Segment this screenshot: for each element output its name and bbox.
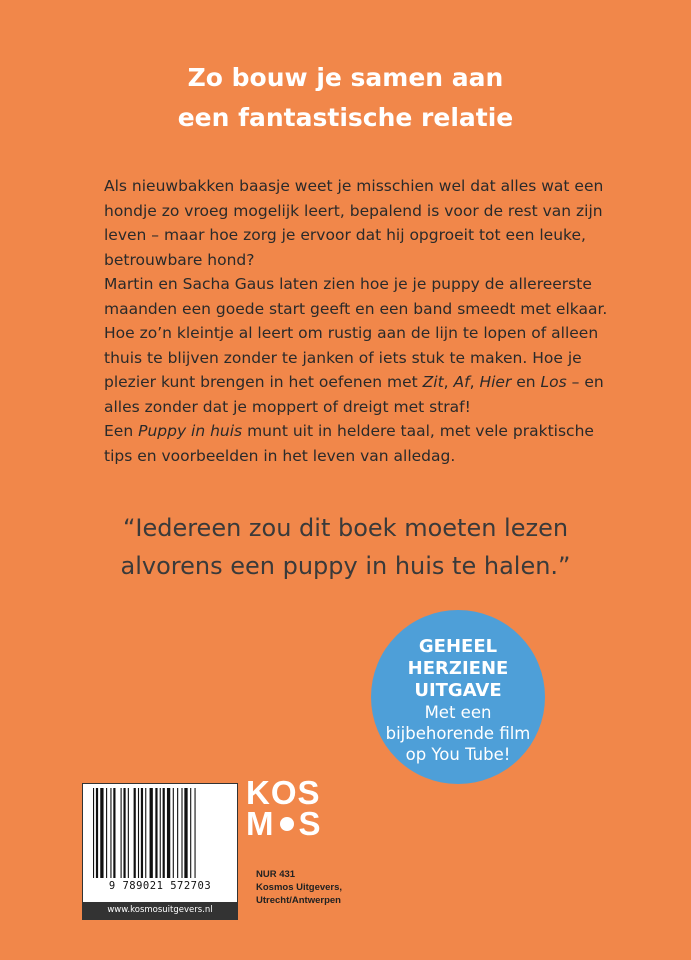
blurb-paragraph-1: Als nieuwbakken baasje weet je misschien wel dat alles wat een hondje zo vroeg mogelijk leert, bepalend is voor de rest van zijn leven – maar hoe zorg je ervoor dat hij opgroeit tot een leuke, betrouwbare hond? <box>104 177 604 269</box>
quote-line-1: “Iedereen zou dit boek moeten lezen <box>122 514 569 542</box>
blurb-paragraph-2 <box>104 272 624 419</box>
publisher-city: Utrecht/Antwerpen <box>256 895 341 906</box>
command-af: Af <box>453 373 470 391</box>
command-los: Los <box>540 373 567 391</box>
imprint <box>256 868 342 907</box>
nur-code: NUR 431 <box>256 869 296 880</box>
badge-line-6: op You Tube! <box>405 745 511 764</box>
logo-top: KOS <box>246 774 321 811</box>
separator: , <box>469 373 480 391</box>
edition-badge <box>371 610 545 784</box>
separator: , <box>443 373 454 391</box>
badge-line-5: bijbehorende film <box>385 724 531 743</box>
publisher-url: www.kosmosuitgevers.nl <box>83 902 237 919</box>
blurb-text: – en alles zonder dat je moppert of dreigt met straf! <box>104 373 604 416</box>
badge-line-4: Met een <box>424 703 492 722</box>
quote-line-2: alvorens een puppy in huis te halen.” <box>120 552 571 580</box>
badge-line-1: GEHEEL <box>418 636 498 657</box>
heading-line-2: een fantastische relatie <box>177 103 514 132</box>
command-hier: Hier <box>479 373 512 391</box>
separator: en <box>511 373 541 391</box>
blurb-paragraph-3 <box>104 419 624 468</box>
blurb-text: Een <box>104 422 139 440</box>
logo-dot-icon <box>280 817 294 831</box>
pull-quote <box>0 509 691 585</box>
publisher-name: Kosmos Uitgevers, <box>256 882 343 893</box>
barcode-bars <box>87 788 233 878</box>
blurb-text: Martin en Sacha Gaus laten zien hoe je je puppy de allereerste maanden een goede start geeft en een band smeedt met elkaar. Hoe zo’n kleintje al leert om rustig aan de lijn te lopen of alleen thuis te blijven zonder te janken of iets stuk te maken. Hoe je plezier kunt brengen in het oefenen met <box>104 275 608 391</box>
kosmos-logo <box>246 774 322 842</box>
badge-line-2: HERZIENE <box>407 658 509 679</box>
command-zit: Zit <box>422 373 444 391</box>
badge-line-3: UITGAVE <box>414 680 502 701</box>
back-cover-heading <box>0 58 691 138</box>
blurb-text: munt uit in heldere taal, met vele praktische tips en voorbeelden in het leven van alledag. <box>104 422 594 465</box>
heading-line-1: Zo bouw je samen aan <box>187 63 504 92</box>
logo-bottom: M S <box>246 805 322 842</box>
isbn-number: 9 789021 572703 <box>108 880 212 892</box>
book-title: Puppy in huis <box>138 422 243 440</box>
barcode <box>82 783 238 920</box>
blurb <box>104 174 624 468</box>
